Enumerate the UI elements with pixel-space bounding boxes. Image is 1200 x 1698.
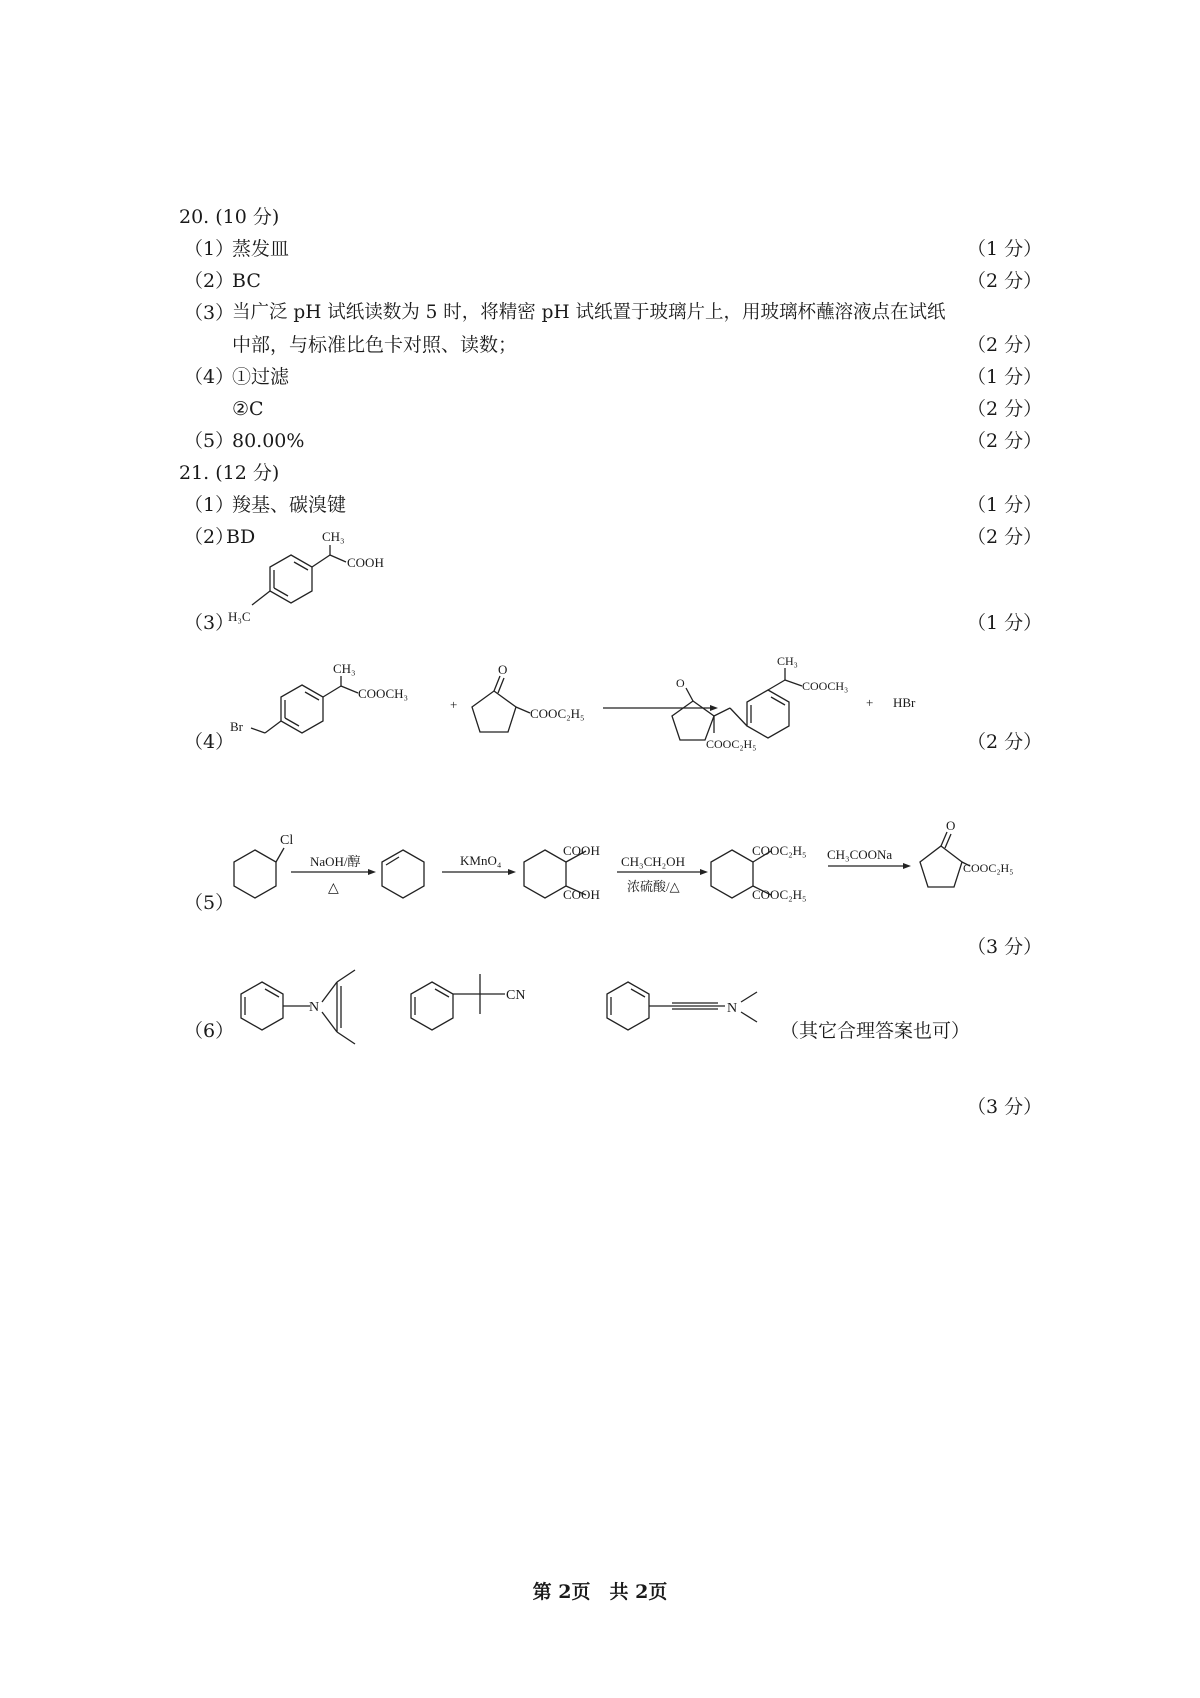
q21-6-structures (0, 970, 1000, 1070)
q21-heading-text: 21. (12 分) (179, 462, 280, 484)
q20-heading (0, 201, 1200, 233)
svg-text:HBr: HBr (893, 695, 916, 710)
q21-3-structure (0, 529, 420, 640)
svg-text:NaOH/醇: NaOH/醇 (310, 854, 361, 869)
svg-text:H₃C: H₃C (228, 609, 251, 624)
svg-text:CN: CN (506, 988, 526, 1003)
q20-item-4-2: ②C （2 分） (232, 398, 1043, 420)
q21-item-6: （6） （其它合理答案也可） (184, 1020, 971, 1042)
q20-item-4: （4） ①过滤 （1 分） (184, 366, 1043, 388)
svg-text:O: O (498, 662, 508, 677)
svg-text:O: O (946, 818, 956, 833)
svg-text:COOH: COOH (347, 555, 384, 570)
svg-text:+: + (866, 695, 874, 710)
q21-item-3: （3） （1 分） (184, 612, 1043, 634)
svg-text:COOC₂H₅: COOC₂H₅ (963, 861, 1014, 875)
svg-text:KMnO₄: KMnO₄ (460, 853, 502, 868)
q20-item-3-cont: 中部，与标准比色卡对照、读数； （2 分） (232, 334, 1043, 356)
svg-text:Cl: Cl (280, 833, 294, 848)
svg-text:Br: Br (230, 719, 243, 734)
svg-text:+: + (450, 697, 458, 712)
q21-5-route (0, 810, 1100, 910)
q20-item-2: （2） BC （2 分） (184, 270, 1043, 292)
page-footer: 第 2页 共 2页 (532, 1581, 668, 1603)
svg-text:COOH: COOH (563, 843, 600, 858)
svg-text:COOCH₃: COOCH₃ (358, 686, 409, 701)
q20-item-3: （3） 当广泛 pH 试纸读数为 5 时，将精密 pH 试纸置于玻璃片上，用玻璃杯蘸溶液点在试纸 (184, 302, 946, 324)
svg-text:O: O (676, 676, 685, 690)
svg-text:CH₃: CH₃ (322, 529, 345, 544)
svg-text:CH₃COONa: CH₃COONa (827, 847, 893, 862)
svg-text:CH₃: CH₃ (777, 654, 798, 668)
q20-heading-text: 20. (10 分) (179, 206, 280, 228)
svg-text:COOC₂H₅: COOC₂H₅ (706, 737, 757, 751)
q21-item-1: （1） 羧基、碳溴键 （1 分） (184, 494, 1043, 516)
q21-4-reaction (0, 654, 1000, 760)
svg-text:CH₃: CH₃ (333, 661, 356, 676)
svg-text:N: N (309, 1000, 320, 1015)
svg-text:COOC₂H₅: COOC₂H₅ (530, 706, 585, 721)
q21-item-2: （2） BD （2 分） (184, 526, 1043, 548)
q20-item-5: （5） 80.00% （2 分） (184, 430, 1043, 452)
svg-text:N: N (727, 1001, 738, 1016)
q21-item-5: （5） (184, 892, 235, 914)
svg-text:COOCH₃: COOCH₃ (802, 679, 849, 693)
q21-heading (0, 457, 1200, 489)
svg-text:CH₃CH₂OH: CH₃CH₂OH (621, 854, 685, 869)
svg-text:COOC₂H₅: COOC₂H₅ (752, 887, 807, 902)
q21-item-6-points: （3 分） (967, 1096, 1043, 1118)
svg-text:浓硫酸/△: 浓硫酸/△ (627, 879, 680, 894)
svg-text:COOH: COOH (563, 887, 600, 902)
svg-text:△: △ (328, 881, 339, 896)
q21-item-4: （4） （2 分） (184, 731, 1043, 753)
q20-item-1: （1） 蒸发皿 （1 分） (184, 238, 1043, 260)
q21-item-5-points: （3 分） (967, 936, 1043, 958)
svg-text:COOC₂H₅: COOC₂H₅ (752, 843, 807, 858)
